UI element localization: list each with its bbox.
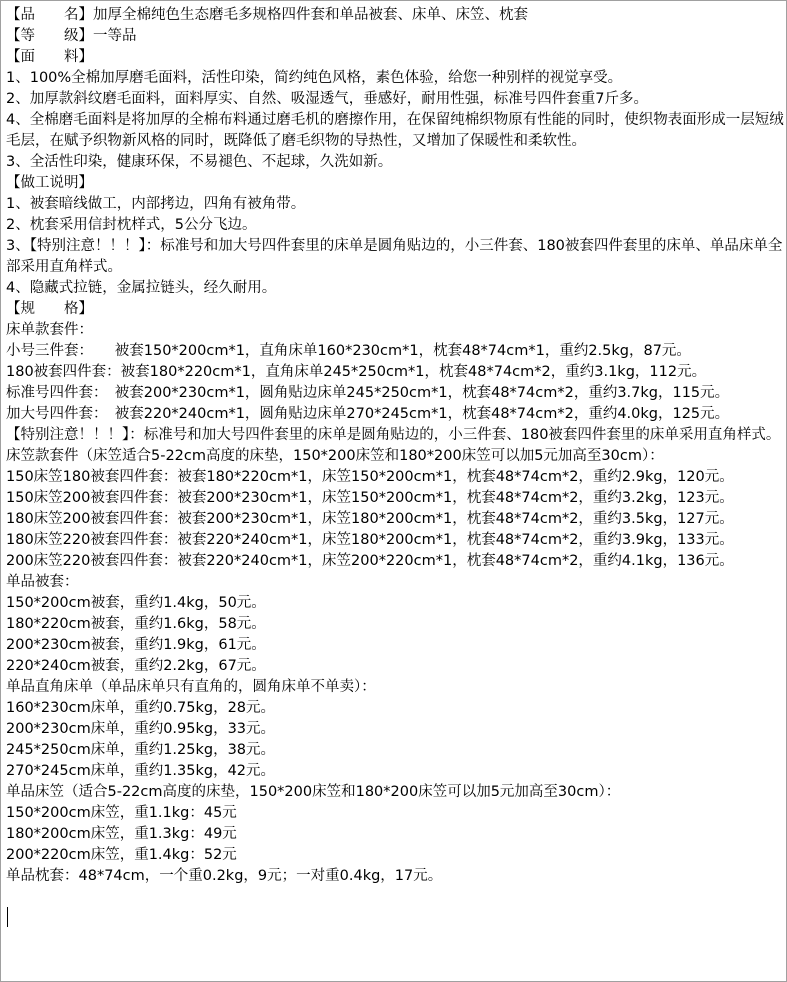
fabric-item-1: 1、100%全棉加厚磨毛面料，活性印染，简约纯色风格，素色体验，给您一种别样的视觉享受。 xyxy=(6,70,623,86)
spec-row: 150*200cm被套，重约1.4kg，50元。 xyxy=(6,595,266,611)
workmanship-item-2: 2、枕套采用信封枕样式，5公分飞边。 xyxy=(6,217,257,233)
spec-row: 标准号四件套： 被套200*230cm*1，圆角贴边床单245*250cm*1，枕套48*74cm*2，重约3.7kg，115元。 xyxy=(6,385,730,401)
spec-row: 180被套四件套：被套180*220cm*1，直角床单245*250cm*1，枕套48*74cm*2，重约3.1kg，112元。 xyxy=(6,364,707,380)
spec-row: 180*220cm被套，重约1.6kg，58元。 xyxy=(6,616,266,632)
fitted-sets-heading: 床笠款套件（床笠适合5-22cm高度的床垫，150*200床笠和180*200床笠可以加5元加高至30cm）： xyxy=(6,448,664,464)
single-sheet-heading: 单品直角床单（单品床单只有直角的，圆角床单不单卖）： xyxy=(6,679,376,695)
pillowcase-line: 单品枕套：48*74cm，一个重0.2kg，9元；一对重0.4kg，17元。 xyxy=(6,868,443,884)
workmanship-item-1: 1、被套暗线做工，内部拷边，四角有被角带。 xyxy=(6,196,306,212)
single-fitted-heading: 单品床笠（适合5-22cm高度的床垫，150*200床笠和180*200床笠可以加5元加高至30cm）： xyxy=(6,784,621,800)
product-name-line: 【品 名】加厚全棉纯色生态磨毛多规格四件套和单品被套、床单、床笠、枕套 xyxy=(6,7,528,23)
fabric-heading: 【面 料】 xyxy=(6,49,93,65)
grade-line: 【等 级】一等品 xyxy=(6,28,137,44)
spec-row: 180床笠200被套四件套：被套200*230cm*1，床笠180*200cm*1，枕套48*74cm*2，重约3.5kg，127元。 xyxy=(6,511,734,527)
spec-row: 180床笠220被套四件套：被套220*240cm*1，床笠180*200cm*1，枕套48*74cm*2，重约3.9kg，133元。 xyxy=(6,532,734,548)
spec-row: 180*200cm床笠，重1.3kg：49元 xyxy=(6,826,237,842)
spec-row: 200床笠220被套四件套：被套220*240cm*1，床笠200*220cm*1，枕套48*74cm*2，重约4.1kg，136元。 xyxy=(6,553,734,569)
spec-row: 270*245cm床单，重约1.35kg，42元。 xyxy=(6,763,276,779)
workmanship-heading: 【做工说明】 xyxy=(6,175,93,191)
spec-row: 小号三件套： 被套150*200cm*1，直角床单160*230cm*1，枕套48*74cm*1，重约2.5kg，87元。 xyxy=(6,343,691,359)
spec-heading: 【规 格】 xyxy=(6,301,93,317)
document-body xyxy=(6,5,784,887)
spec-row: 200*220cm床笠，重1.4kg：52元 xyxy=(6,847,237,863)
spec-row: 150*200cm床笠，重1.1kg：45元 xyxy=(6,805,237,821)
text-cursor xyxy=(7,907,8,927)
sheet-sets-heading: 床单款套件： xyxy=(6,322,93,338)
spec-row: 160*230cm床单，重约0.75kg，28元。 xyxy=(6,700,276,716)
single-duvet-heading: 单品被套： xyxy=(6,574,79,590)
workmanship-item-4: 4、隐藏式拉链，金属拉链头，经久耐用。 xyxy=(6,280,277,296)
spec-row: 150床笠200被套四件套：被套200*230cm*1，床笠150*200cm*1，枕套48*74cm*2，重约3.2kg，123元。 xyxy=(6,490,734,506)
spec-row: 200*230cm被套，重约1.9kg，61元。 xyxy=(6,637,266,653)
spec-row: 220*240cm被套，重约2.2kg，67元。 xyxy=(6,658,266,674)
fabric-item-2: 2、加厚款斜纹磨毛面料，面料厚实、自然、吸湿透气，垂感好，耐用性强，标准号四件套重7斤多。 xyxy=(6,91,648,107)
spec-row: 245*250cm床单，重约1.25kg，38元。 xyxy=(6,742,276,758)
spec-row: 加大号四件套： 被套220*240cm*1，圆角贴边床单270*245cm*1，枕套48*74cm*2，重约4.0kg，125元。 xyxy=(6,406,730,422)
special-note: 【特别注意！！！】：标准号和加大号四件套里的床单是圆角贴边的，小三件套、180被套四件套里的床单采用直角样式。 xyxy=(6,427,781,443)
spec-row: 150床笠180被套四件套：被套180*220cm*1，床笠150*200cm*1，枕套48*74cm*2，重约2.9kg，120元。 xyxy=(6,469,734,485)
spec-row: 200*230cm床单，重约0.95kg，33元。 xyxy=(6,721,276,737)
fabric-item-4: 4、全棉磨毛面料是将加厚的全棉布料通过磨毛机的磨擦作用，在保留纯棉织物原有性能的同时，使织物表面形成一层短绒毛层，在赋予织物新风格的同时，既降低了磨毛织物的导热性，又增加了保暖性和柔软性。 xyxy=(6,112,784,149)
fabric-item-3: 3、全活性印染，健康环保，不易褪色、不起球，久洗如新。 xyxy=(6,154,393,170)
workmanship-item-3: 3、【特别注意！！！】：标准号和加大号四件套里的床单是圆角贴边的，小三件套、180被套四件套里的床单、单品床单全部采用直角样式。 xyxy=(6,238,783,275)
